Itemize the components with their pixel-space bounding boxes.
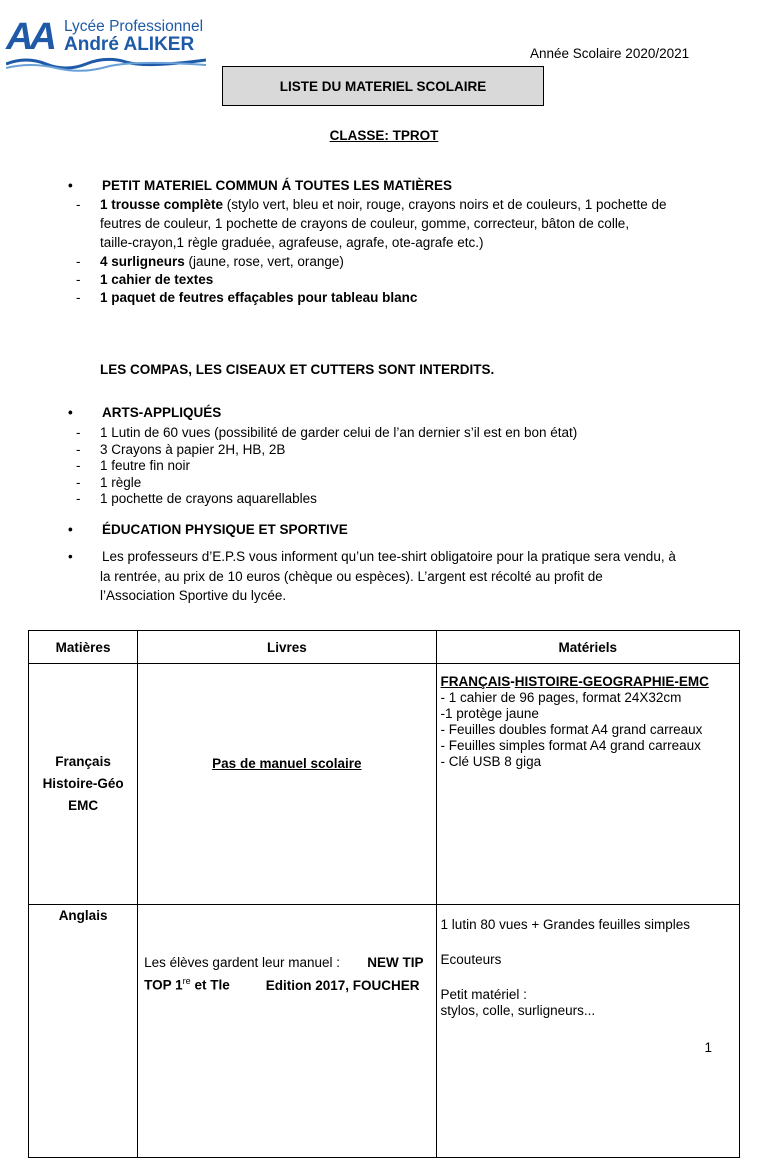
eps-paragraph-cont: l’Association Sportive du lycée.: [100, 588, 287, 603]
header-cell: Matières: [29, 631, 138, 664]
section-heading-arts: • ARTS-APPLIQUÉS: [68, 405, 222, 420]
eps-paragraph: • Les professeurs d’E.P.S vous informent qu’un tee-shirt obligatoire pour la pratique sera vendu, à: [68, 549, 676, 564]
table-row: [29, 905, 740, 1158]
list-item-cont: feutres de couleur, 1 pochette de crayons de couleur, gomme, correcteur, bâton de colle,: [100, 216, 630, 231]
dash: -: [76, 491, 81, 506]
list-item: 1 pochette de crayons aquarellables: [100, 491, 317, 506]
list-item: 1 cahier de textes: [100, 272, 214, 287]
bullet-icon: •: [68, 405, 73, 420]
list-item: 1 Lutin de 60 vues (possibilité de garder celui de l’an dernier s’il est en bon état): [100, 425, 578, 440]
warning-text: LES COMPAS, LES CISEAUX ET CUTTERS SONT INTERDITS.: [100, 362, 495, 377]
dash: -: [76, 290, 81, 305]
section-heading-eps: • ÉDUCATION PHYSIQUE ET SPORTIVE: [68, 522, 348, 537]
list-item: 3 Crayons à papier 2H, HB, 2B: [100, 442, 286, 457]
materials-cell: FRANÇAIS-HISTOIRE-GEOGRAPHIE-EMC - 1 cahier de 96 pages, format 24X32cm -1 protège jaune - Feuilles doubles format A4 grand carreaux - Feuilles simples format A4 grand carreaux - Clé USB 8 giga: [436, 664, 739, 905]
logo-wave-icon: [6, 54, 206, 72]
list-item: 1 feutre fin noir: [100, 458, 191, 473]
eps-paragraph-cont: la rentrée, au prix de 10 euros (chèque ou espèces). L’argent est récolté au profit de: [100, 569, 603, 584]
list-item: 1 règle: [100, 475, 142, 490]
book-cell: Pas de manuel scolaire: [138, 664, 436, 905]
list-item: 4 surligneurs (jaune, rose, vert, orange): [100, 254, 344, 269]
materials-table: [28, 630, 740, 1158]
subject-cell: Français Histoire-Géo EMC: [29, 664, 138, 905]
section-heading-common: • PETIT MATERIEL COMMUN Á TOUTES LES MATIÈRES: [68, 178, 453, 193]
dash: -: [76, 458, 81, 473]
school-logo: [6, 14, 206, 72]
dash: -: [76, 475, 81, 490]
dash: -: [76, 272, 81, 287]
header-cell: Matériels: [436, 631, 739, 664]
page-number: 1: [704, 1040, 712, 1055]
school-year: Année Scolaire 2020/2021: [530, 46, 690, 61]
bullet-icon: •: [68, 178, 73, 193]
materials-heading: FRANÇAIS-HISTOIRE-GEOGRAPHIE-EMC: [440, 674, 709, 689]
bullet-icon: •: [68, 549, 73, 564]
class-label: CLASSE: TPROT: [329, 128, 439, 143]
bullet-icon: •: [68, 522, 73, 537]
dash: -: [76, 425, 81, 440]
header-cell: Livres: [138, 631, 436, 664]
logo-line2: André ALIKER: [64, 34, 195, 55]
subject-cell: Anglais: [29, 905, 138, 1158]
table-header-row: [29, 631, 740, 664]
list-item-cont: taille-crayon,1 règle graduée, agrafeuse, agrafe, ote-agrafe etc.): [100, 235, 484, 250]
list-item: 1 paquet de feutres effaçables pour tableau blanc: [100, 290, 418, 305]
book-cell: Les élèves gardent leur manuel : NEW TIP TOP 1re et Tle Edition 2017, FOUCHER: [138, 905, 436, 1158]
logo-mark: AA: [6, 16, 53, 58]
list-item: 1 trousse complète (stylo vert, bleu et noir, rouge, crayons noirs et de couleurs, 1 pochette de: [100, 197, 667, 212]
dash: -: [76, 254, 81, 269]
document-title-box: [222, 66, 544, 106]
table-row: [29, 664, 740, 905]
dash: -: [76, 442, 81, 457]
logo-line1: Lycée Professionnel: [64, 18, 204, 35]
materials-cell: 1 lutin 80 vues + Grandes feuilles simples Ecouteurs Petit matériel : stylos, colle, surligneurs...: [436, 905, 739, 1158]
document-title: LISTE DU MATERIEL SCOLAIRE: [279, 78, 487, 94]
dash: -: [76, 197, 81, 212]
